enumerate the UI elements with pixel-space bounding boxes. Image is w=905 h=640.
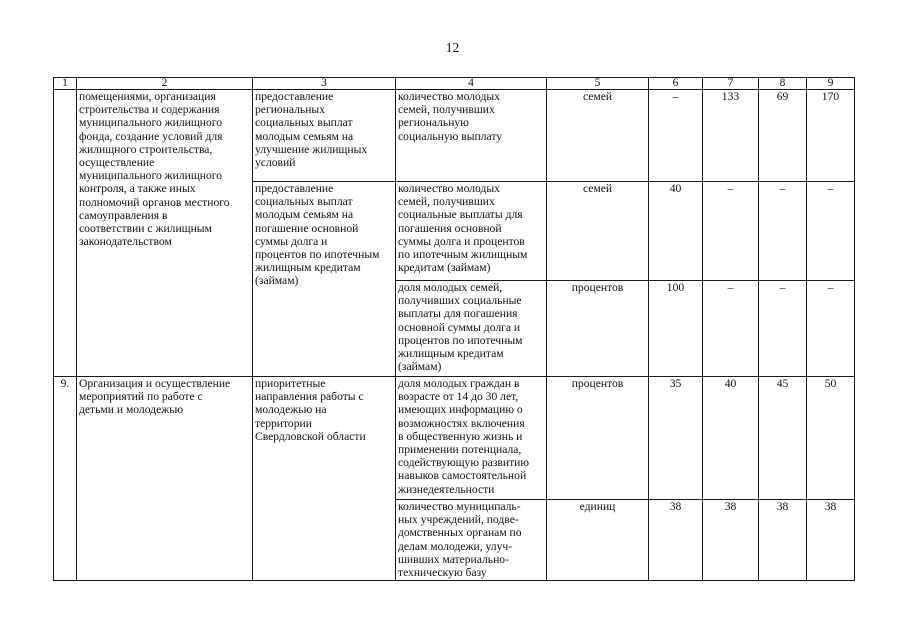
indicator-line: доля молодых граждан в xyxy=(398,377,520,390)
indicator-cell xyxy=(396,500,547,581)
task-line: осуществление xyxy=(79,156,155,170)
page-number: 12 xyxy=(445,40,460,55)
value-cell: 38 xyxy=(703,500,759,581)
value-cell: – xyxy=(703,182,759,281)
indicator-cell xyxy=(396,90,547,182)
indicator-line: возрасте от 14 до 30 лет, xyxy=(398,390,519,404)
task-cell xyxy=(77,377,253,581)
header-cell: 7 xyxy=(703,78,759,90)
task-line: полномочий органов местного xyxy=(79,195,230,209)
indicator-cell xyxy=(396,182,547,281)
indicator-line: жилищным кредитам xyxy=(398,347,504,361)
indicator-line: навыков самостоятельной xyxy=(398,469,527,483)
indicator-line: имеющих информацию о xyxy=(398,403,523,417)
indicator-line: социальные выплаты для xyxy=(398,208,523,222)
event-line: предоставление xyxy=(255,90,334,103)
row-number-cell: 9. xyxy=(54,377,77,581)
task-line: фонда, создание условий для xyxy=(79,129,223,143)
value-cell: 170 xyxy=(807,90,855,182)
task-line: строительства и содержания xyxy=(79,103,220,117)
header-cell: 8 xyxy=(759,78,807,90)
indicator-line: жизнедеятельности xyxy=(398,482,495,496)
indicator-line: ных учреждений, подве- xyxy=(398,513,519,527)
value-cell: 40 xyxy=(703,377,759,500)
task-line: помещениями, организация xyxy=(79,90,216,103)
value-cell: 69 xyxy=(759,90,807,182)
event-cell xyxy=(253,377,396,581)
indicator-line: кредитам (займам) xyxy=(398,261,491,275)
event-cell xyxy=(253,90,396,182)
event-line: молодежью на xyxy=(255,403,327,417)
event-line: направления работы с xyxy=(255,390,364,404)
value-cell: 45 xyxy=(759,377,807,500)
header-cell: 6 xyxy=(649,78,703,90)
indicator-line: погашения основной xyxy=(398,221,502,235)
value-cell: – xyxy=(649,90,703,182)
task-line: Организация и осуществление xyxy=(79,377,231,390)
indicator-cell xyxy=(396,281,547,377)
indicator-line: возможностях включения xyxy=(398,416,525,430)
event-line: молодым семьям на xyxy=(255,129,354,143)
event-line: погашение основной xyxy=(255,221,359,235)
value-cell: – xyxy=(807,281,855,377)
task-cell xyxy=(77,90,253,377)
unit-cell: семей xyxy=(547,182,649,281)
header-cell: 1 xyxy=(54,78,77,90)
event-line: предоставление xyxy=(255,182,334,195)
task-line: муниципального жилищного xyxy=(79,116,223,130)
event-line: территории xyxy=(255,416,312,430)
event-line: улучшение жилищных xyxy=(255,142,368,156)
event-line: социальных выплат xyxy=(255,116,353,130)
indicator-line: семей, получивших xyxy=(398,103,495,117)
task-line: соответствии с жилищным xyxy=(79,222,212,236)
indicator-line: по ипотечным жилищным xyxy=(398,248,528,262)
indicator-line: семей, получивших xyxy=(398,195,495,209)
row-number-cell xyxy=(54,90,77,377)
indicator-line: применении потенциала, xyxy=(398,443,522,457)
header-cell: 4 xyxy=(396,78,547,90)
event-line: Свердловской области xyxy=(255,429,366,443)
indicator-line: шивших материально- xyxy=(398,552,509,566)
value-cell: 38 xyxy=(807,500,855,581)
value-cell: – xyxy=(759,182,807,281)
indicator-line: доля молодых семей, xyxy=(398,281,503,294)
task-line: жилищного строительства, xyxy=(79,142,213,156)
event-line: (займам) xyxy=(255,274,299,288)
event-line: условий xyxy=(255,156,296,170)
indicator-line: в общественную жизнь и xyxy=(398,429,523,443)
value-cell: 35 xyxy=(649,377,703,500)
value-cell: 100 xyxy=(649,281,703,377)
indicator-line: количество молодых xyxy=(398,182,500,195)
header-cell: 3 xyxy=(253,78,396,90)
event-line: молодым семьям на xyxy=(255,208,354,222)
indicator-line: региональную xyxy=(398,116,469,130)
event-line: жилищным кредитам xyxy=(255,261,361,275)
value-cell: 38 xyxy=(649,500,703,581)
indicator-line: техническую базу xyxy=(398,566,487,580)
indicator-cell xyxy=(396,377,547,500)
event-line: процентов по ипотечным xyxy=(255,248,380,262)
task-line: муниципального жилищного xyxy=(79,169,223,183)
indicator-line: получивших социальные xyxy=(398,294,522,308)
value-cell: – xyxy=(759,281,807,377)
indicator-line: домственных органам по xyxy=(398,526,522,540)
value-cell: – xyxy=(807,182,855,281)
value-cell: 40 xyxy=(649,182,703,281)
task-line: самоуправления в xyxy=(79,208,168,222)
unit-cell: процентов xyxy=(547,281,649,377)
event-line: суммы долга и xyxy=(255,234,328,248)
indicator-line: социальную выплату xyxy=(398,129,503,143)
task-line: контроля, а также иных xyxy=(79,182,196,196)
event-line: социальных выплат xyxy=(255,195,353,209)
event-line: приоритетные xyxy=(255,377,326,390)
table-row xyxy=(54,377,855,500)
unit-cell: процентов xyxy=(547,377,649,500)
task-line: законодательством xyxy=(79,235,172,249)
table-row xyxy=(54,90,855,182)
data-table xyxy=(53,77,855,581)
event-line: региональных xyxy=(255,103,326,117)
indicator-line: количество муниципаль- xyxy=(398,500,521,513)
indicator-line: содействующую развитию xyxy=(398,456,530,470)
indicator-line: делам молодежи, улуч- xyxy=(398,539,513,553)
task-line: мероприятий по работе с xyxy=(79,390,203,404)
indicator-line: процентов по ипотечным xyxy=(398,333,523,347)
value-cell: 50 xyxy=(807,377,855,500)
value-cell: 38 xyxy=(759,500,807,581)
header-cell: 5 xyxy=(547,78,649,90)
header-row xyxy=(54,78,855,90)
event-cell xyxy=(253,182,396,377)
task-line: детьми и молодежью xyxy=(79,403,184,417)
indicator-line: (займам) xyxy=(398,360,442,374)
header-cell: 9 xyxy=(807,78,855,90)
unit-cell: единиц xyxy=(547,500,649,581)
value-cell: 133 xyxy=(703,90,759,182)
indicator-line: количество молодых xyxy=(398,90,500,103)
indicator-line: суммы долга и процентов xyxy=(398,234,525,248)
indicator-line: выплаты для погашения xyxy=(398,307,518,321)
unit-cell: семей xyxy=(547,90,649,182)
value-cell: – xyxy=(703,281,759,377)
header-cell: 2 xyxy=(77,78,253,90)
indicator-line: основной суммы долга и xyxy=(398,320,521,334)
